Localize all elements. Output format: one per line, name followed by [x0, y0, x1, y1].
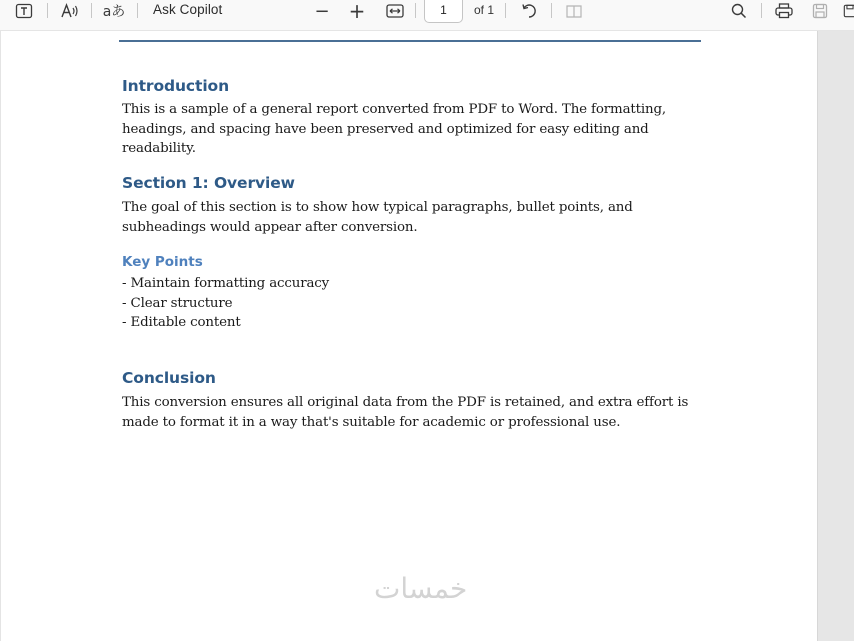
toolbar-divider — [91, 3, 92, 18]
toolbar-divider — [47, 3, 48, 18]
ask-copilot-button[interactable]: Ask Copilot — [153, 2, 223, 17]
list-item: - Maintain formatting accuracy — [122, 276, 330, 291]
vertical-scrollbar[interactable] — [817, 31, 854, 641]
section-body-overview: The goal of this section is to show how typical paragraphs, bullet points, and subheadings would appear after conversion. — [122, 200, 633, 235]
section-heading-introduction: Introduction — [122, 77, 230, 95]
document-viewport[interactable] — [0, 31, 854, 641]
print-icon[interactable] — [772, 0, 796, 22]
zoom-in-button[interactable]: + — [348, 0, 366, 23]
toolbar-divider — [761, 3, 762, 18]
document-title-clipped — [119, 19, 701, 33]
watermark-logo: خمسات — [374, 572, 468, 605]
section-body-introduction: This is a sample of a general report converted from PDF to Word. The formatting, headings, and spacing have been preserved and optimized for easy editing and readability. — [122, 102, 666, 156]
page-count-label: of 1 — [474, 3, 495, 17]
save-as-icon[interactable] — [843, 0, 854, 22]
search-icon[interactable] — [728, 0, 750, 22]
toolbar-divider — [505, 3, 506, 18]
toolbar-divider — [137, 3, 138, 18]
title-divider — [119, 40, 701, 42]
section-heading-overview: Section 1: Overview — [122, 174, 295, 192]
toolbar-divider — [551, 3, 552, 18]
page-number-input[interactable]: 1 — [424, 0, 463, 23]
translate-icon[interactable]: aあ — [102, 4, 126, 20]
subheading-key-points: Key Points — [122, 254, 203, 270]
section-heading-conclusion: Conclusion — [122, 369, 216, 387]
toolbar-divider — [415, 3, 416, 18]
list-item: - Clear structure — [122, 296, 233, 311]
document-page — [0, 31, 818, 641]
list-item: - Editable content — [122, 315, 241, 330]
save-icon[interactable] — [809, 0, 831, 22]
text-select-icon[interactable] — [12, 0, 36, 22]
section-body-conclusion: This conversion ensures all original data from the PDF is retained, and extra effort is made to format it in a way that's suitable for academic or professional use. — [122, 395, 689, 430]
zoom-out-button[interactable]: − — [314, 0, 330, 22]
read-aloud-icon[interactable] — [58, 0, 82, 22]
